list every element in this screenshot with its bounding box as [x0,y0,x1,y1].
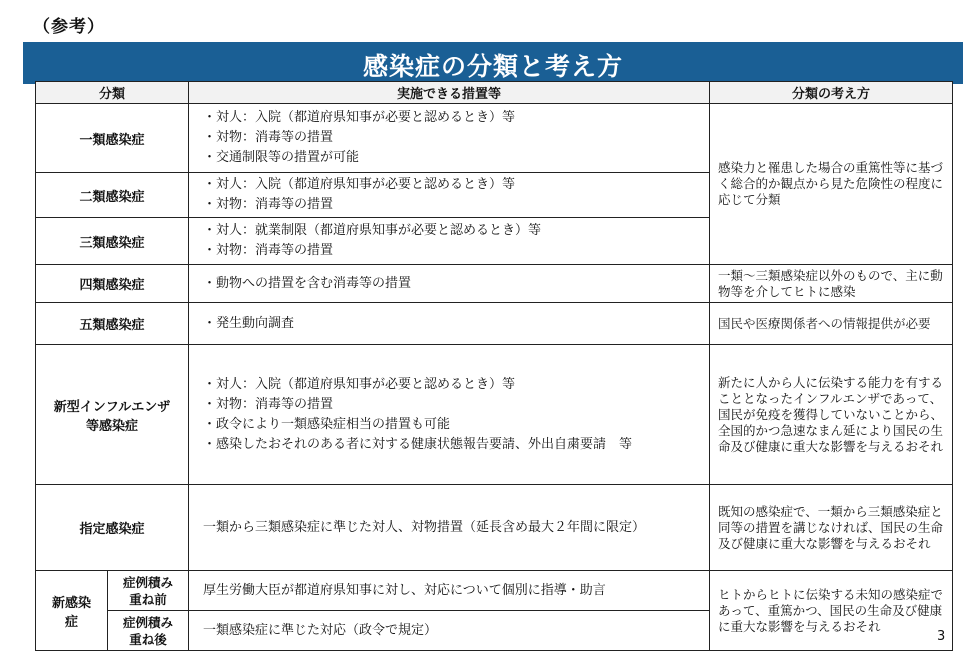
measures-class4 [189,265,710,303]
category-influenza-line1: 新型インフルエンザ [53,399,171,415]
approach-class1to3: 感染力と罹患した場合の重篤性等に基づく総合的か観点から見た危険性の程度に応じて分類 [710,104,953,265]
title-bar [23,42,963,84]
table-row-influenza [36,345,953,485]
measures-class5 [189,303,710,345]
subcategory-before-line2: 重ね前 [129,591,167,607]
approach-class4: 一類～三類感染症以外のもので、主に動物等を介してヒトに感染 [710,265,953,303]
category-class4: 四類感染症 [36,265,189,303]
measure-item: ・対人：入院（都道府県知事が必要と認めるとき）等 [203,177,516,192]
category-influenza-line2: 等感染症 [86,418,139,434]
category-designated: 指定感染症 [36,485,189,571]
measure-item: ・発生動向調査 [203,315,295,331]
category-class2: 二類感染症 [36,173,189,218]
header-approach: 分類の考え方 [710,82,953,104]
measures-class1 [189,104,710,173]
page-title: 感染症の分類と考え方 [362,52,623,81]
category-new [36,571,108,651]
subcategory-after-line2: 重ね後 [129,631,167,647]
measure-item: ・感染したおそれのある者に対する健康状態報告要請、外出自粛要請 等 [203,436,633,452]
table-header-row [36,82,953,104]
approach-class5: 国民や医療関係者への情報提供が必要 [710,303,953,345]
subcategory-after-line1: 症例積み [123,614,174,630]
subcategory-before [108,571,189,611]
subcategory-after [108,611,189,651]
approach-designated: 既知の感染症で、一類から三類感染症と同等の措置を講じなければ、国民の生命及び健康に重大な影響を与えるおそれ [710,485,953,571]
measure-item: ・対物：消毒等の措置 [203,130,334,145]
table-row-new-before [36,571,953,611]
table-row-class4 [36,265,953,303]
subcategory-before-line1: 症例積み [123,574,174,590]
header-measures: 実施できる措置等 [189,82,710,104]
measure-item: ・対人：入院（都道府県知事が必要と認めるとき）等 [203,110,516,125]
measure-item: ・対物：消毒等の措置 [203,396,334,412]
reference-label: （参考） [33,17,105,37]
measures-new-before: 厚生労働大臣が都道府県知事に対し、対応について個別に指導・助言 [189,571,710,611]
table-row-class1 [36,104,953,173]
approach-influenza: 新たに人から人に伝染する能力を有することとなったインフルエンザであって、国民が免疫を獲得していないことから、全国的かつ急速なまん延により国民の生命及び健康に重大な影響を与えるおそれ [710,345,953,485]
measures-designated: 一類から三類感染症に準じた対人、対物措置（延長含め最大２年間に限定） [189,485,710,571]
category-class3: 三類感染症 [36,218,189,265]
measure-item: ・対物：消毒等の措置 [203,197,334,212]
table-row-class5 [36,303,953,345]
measures-new-after: 一類感染症に準じた対応（政令で規定） [189,611,710,651]
category-class5: 五類感染症 [36,303,189,345]
measure-item: ・対人：入院（都道府県知事が必要と認めるとき）等 [203,376,516,392]
category-new-line2: 症 [64,614,78,630]
classification-table [35,81,953,651]
category-new-line1: 新感染 [51,595,91,611]
category-influenza [36,345,189,485]
measure-item: ・対人：就業制限（都道府県知事が必要と認めるとき）等 [203,223,542,238]
page-number: 3 [937,629,946,644]
measure-item: ・交通制限等の措置が可能 [203,150,360,165]
measure-item: ・対物：消毒等の措置 [203,243,334,258]
approach-new: ヒトからヒトに伝染する未知の感染症であって、重篤かつ、国民の生命及び健康に重大な影響を与えるおそれ [710,571,953,651]
measure-item: ・動物への措置を含む消毒等の措置 [203,275,412,291]
measures-class3 [189,218,710,265]
category-class1: 一類感染症 [36,104,189,173]
table-row-designated [36,485,953,571]
measures-influenza [189,345,710,485]
header-category: 分類 [36,82,189,104]
measure-item: ・政令により一類感染症相当の措置も可能 [203,416,451,432]
measures-class2 [189,173,710,218]
